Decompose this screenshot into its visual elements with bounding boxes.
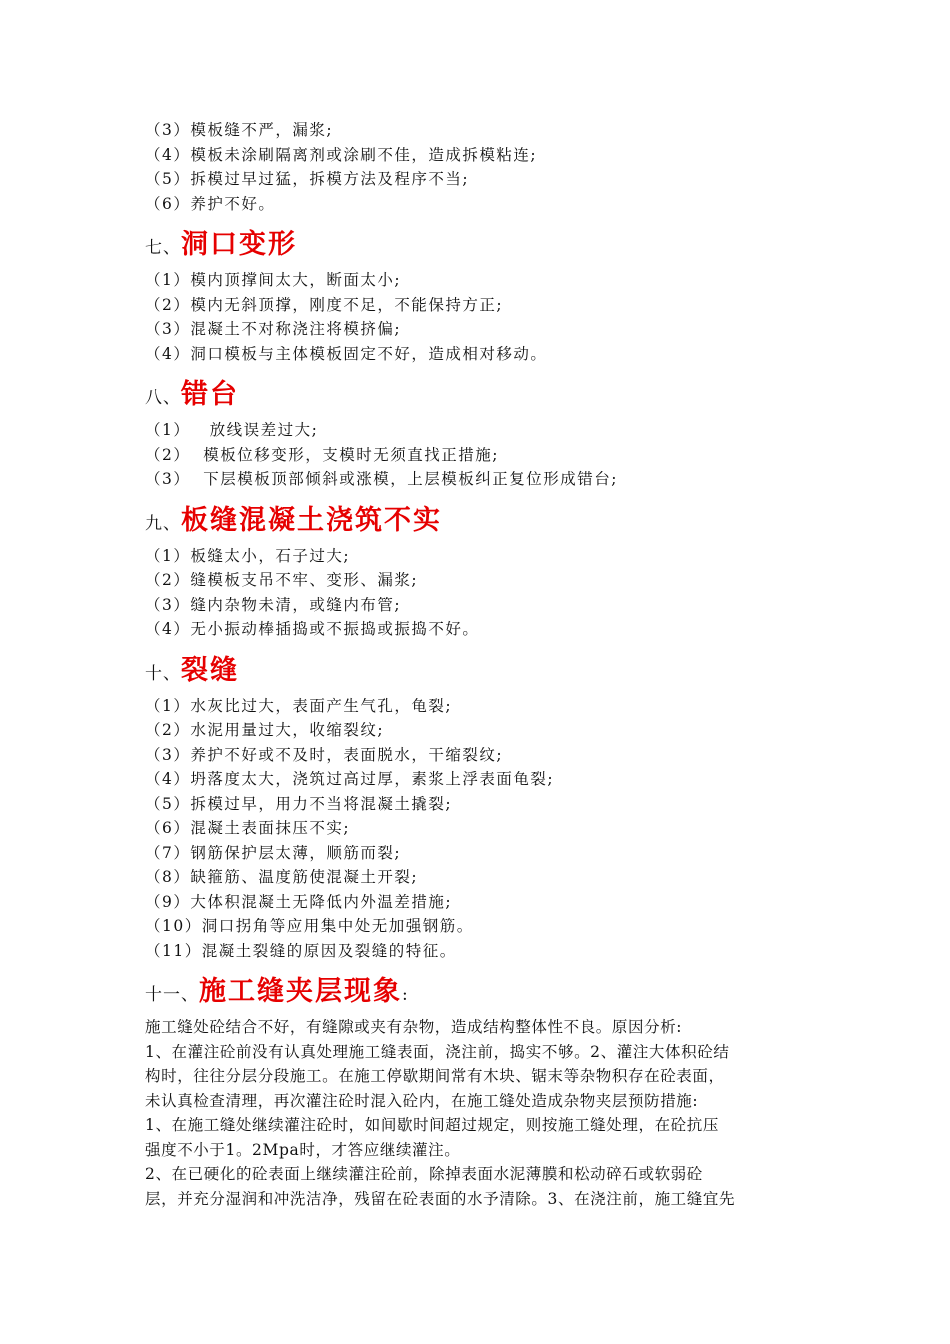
list-item: （2）水泥用量过大，收缩裂纹;	[145, 721, 385, 739]
paragraph-line: 构时，往往分层分段施工。在施工停歇期间常有木块、锯末等杂物积存在砼表面，	[145, 1067, 725, 1085]
list-item: （1）水灰比过大，表面产生气孔，龟裂;	[145, 696, 453, 715]
section-heading	[145, 498, 815, 540]
section-title: 错台	[181, 379, 239, 410]
document-page	[145, 118, 815, 1211]
paragraph-line: 1、在灌注砼前没有认真处理施工缝表面，浇注前，捣实不够。2、灌注大体积砼结	[145, 1042, 730, 1061]
list-item: （2） 模板位移变形，支模时无须直找正措施;	[145, 445, 499, 464]
section-title: 裂缝	[181, 654, 239, 686]
list-item: （1）模内顶撑间太大，断面太小;	[145, 271, 402, 289]
intro-list	[145, 118, 815, 216]
section-title: 板缝混凝土浇筑不实	[181, 504, 442, 536]
section-heading	[145, 648, 815, 690]
list-item: （3）模板缝不严，漏浆;	[145, 121, 334, 139]
section-number: 十、	[145, 663, 181, 684]
section-heading	[145, 222, 815, 264]
section-title: 施工缝夹层现象	[199, 976, 402, 1007]
list-item: （6）混凝土表面抹压不实;	[145, 819, 351, 837]
list-item: （1）板缝太小，石子过大;	[145, 546, 351, 565]
list-item: （3）混凝土不对称浇注将模挤偏;	[145, 320, 402, 338]
paragraph-line: 1、在施工缝处继续灌注砼时，如间歇时间超过规定，则按施工缝处理，在砼抗压	[145, 1116, 719, 1134]
section-number: 九、	[145, 513, 181, 534]
section-number: 八、	[145, 388, 181, 408]
section-title-suffix: :	[402, 985, 408, 1005]
paragraph-line: 2、在已硬化的砼表面上继续灌注砼前，除掉表面水泥薄膜和松动碎石或软弱砼	[145, 1165, 703, 1183]
section-number: 七、	[145, 238, 181, 258]
list-item: （2）模内无斜顶撑，刚度不足，不能保持方正;	[145, 295, 504, 314]
list-item: （3） 下层模板顶部倾斜或涨模，上层模板纠正复位形成错台;	[145, 470, 618, 488]
list-item: （1） 放线误差过大;	[145, 421, 319, 439]
section-heading	[145, 372, 815, 414]
list-item: （4）模板未涂刷隔离剂或涂刷不佳，造成拆模粘连;	[145, 145, 538, 164]
section-title: 洞口变形	[181, 229, 297, 260]
body-paragraph	[145, 1015, 815, 1211]
list-item: （10）洞口拐角等应用集中处无加强钢筋。	[145, 917, 474, 935]
list-item: （5）拆模过早过猛，拆模方法及程序不当;	[145, 170, 470, 188]
list-item: （4）洞口模板与主体模板固定不好，造成相对移动。	[145, 344, 548, 363]
list-item: （3）养护不好或不及时，表面脱水，干缩裂纹;	[145, 745, 504, 764]
list-item: （6）养护不好。	[145, 194, 276, 213]
list-item: （9）大体积混凝土无降低内外温差措施;	[145, 892, 453, 911]
paragraph-line: 未认真检查清理，再次灌注砼时混入砼内，在施工缝处造成杂物夹层预防措施:	[145, 1091, 699, 1110]
list-item: （4）无小振动棒插捣或不振捣或振捣不好。	[145, 620, 480, 638]
list-item: （5）拆模过早，用力不当将混凝土撬裂;	[145, 794, 453, 813]
section-heading	[145, 969, 815, 1011]
list-item: （8）缺箍筋、温度筋使混凝土开裂;	[145, 868, 419, 886]
paragraph-line: 层，并充分湿润和冲洗洁净，残留在砼表面的水予清除。3、在浇注前，施工缝宜先	[145, 1189, 736, 1208]
list-item: （11）混凝土裂缝的原因及裂缝的特征。	[145, 941, 457, 960]
list-item: （7）钢筋保护层太薄，顺筋而裂;	[145, 843, 402, 862]
paragraph-line: 强度不小于1。2Mpa时，才答应继续灌注。	[145, 1140, 461, 1159]
list-item: （2）缝模板支吊不牢、变形、漏浆;	[145, 571, 419, 589]
list-item: （3）缝内杂物未清，或缝内布管;	[145, 595, 402, 614]
section-number: 十一、	[145, 985, 199, 1005]
list-item: （4）坍落度太大，浇筑过高过厚，素浆上浮表面龟裂;	[145, 770, 555, 788]
paragraph-line: 施工缝处砼结合不好，有缝隙或夹有杂物，造成结构整体性不良。原因分析:	[145, 1018, 683, 1036]
